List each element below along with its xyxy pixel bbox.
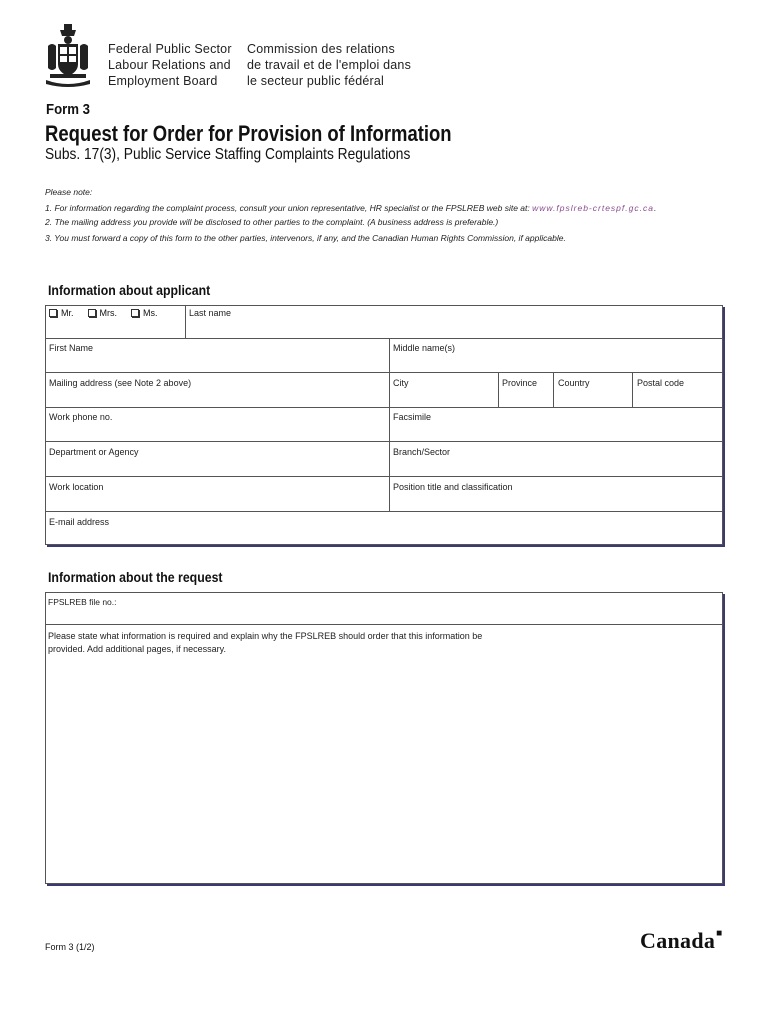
org-name-en: [108, 41, 232, 89]
request-info-box: [45, 592, 723, 884]
checkbox-icon: [49, 309, 57, 317]
canada-wordmark-text: Canada: [640, 928, 716, 953]
branch-sector-field[interactable]: Branch/Sector: [393, 447, 451, 457]
request-instructions-line-2: provided. Add additional pages, if necessary.: [48, 644, 226, 654]
request-instructions-line-1: Please state what information is required and explain why the FPSLREB should order that this information be: [48, 631, 483, 641]
checkbox-icon: [88, 309, 96, 317]
org-en-line-3: Employment Board: [108, 74, 218, 88]
salutation-mr-label: Mr.: [61, 308, 74, 318]
salutation-ms-checkbox[interactable]: [131, 308, 158, 318]
salutation-ms-label: Ms.: [143, 308, 158, 318]
city-field[interactable]: City: [393, 378, 409, 388]
flag-icon: ■: [716, 928, 723, 939]
work-location-field[interactable]: Work location: [49, 482, 104, 492]
note-1-text: 1. For information regarding the complaint process, consult your union representative, HR specialist or the FPSLREB web site at:: [45, 203, 533, 213]
middle-names-field[interactable]: Middle name(s): [393, 343, 456, 353]
salutation-mr-checkbox[interactable]: [49, 308, 74, 318]
canada-wordmark: [640, 928, 723, 954]
org-fr-line-1: Commission des relations: [247, 42, 395, 56]
form-number: Form 3: [46, 101, 91, 118]
first-name-field[interactable]: First Name: [49, 343, 94, 353]
applicant-section-title: Information about applicant: [48, 282, 211, 298]
page-number: Form 3 (1/2): [45, 942, 95, 952]
coat-of-arms-icon: [44, 24, 92, 88]
request-details-textarea[interactable]: [48, 659, 720, 881]
mailing-address-field[interactable]: Mailing address (see Note 2 above): [49, 378, 192, 388]
checkbox-icon: [131, 309, 139, 317]
org-fr-line-2: de travail et de l'emploi dans: [247, 58, 412, 72]
department-field[interactable]: Department or Agency: [49, 447, 139, 457]
org-name-fr: [247, 41, 411, 89]
form-title: Request for Order for Provision of Information: [45, 121, 452, 146]
position-title-field[interactable]: Position title and classification: [393, 482, 513, 492]
note-1-suffix: .: [653, 203, 657, 213]
email-field[interactable]: E-mail address: [49, 517, 110, 527]
notes-label: Please note:: [45, 187, 93, 197]
work-phone-field[interactable]: Work phone no.: [49, 412, 113, 422]
salutation-mrs-label: Mrs.: [99, 308, 117, 318]
province-field[interactable]: Province: [502, 378, 538, 388]
note-1: [45, 203, 656, 213]
org-en-line-1: Federal Public Sector: [108, 42, 232, 56]
note-2: 2. The mailing address you provide will be disclosed to other parties to the complaint. (A business address is preferable.): [45, 217, 499, 227]
form-subtitle: Subs. 17(3), Public Service Staffing Complaints Regulations: [45, 146, 411, 163]
file-number-field[interactable]: FPSLREB file no.:: [48, 597, 117, 607]
salutation-group: [49, 308, 158, 318]
salutation-mrs-checkbox[interactable]: [88, 308, 118, 318]
org-fr-line-3: le secteur public fédéral: [247, 74, 385, 88]
fpslreb-website-link[interactable]: www.fpslreb-crtespf.gc.ca: [532, 203, 654, 213]
note-3: 3. You must forward a copy of this form to the other parties, intervenors, if any, and the Canadian Human Rights Commission, if applicable.: [45, 233, 566, 243]
applicant-info-box: [45, 305, 723, 545]
facsimile-field[interactable]: Facsimile: [393, 412, 432, 422]
country-field[interactable]: Country: [558, 378, 590, 388]
last-name-field[interactable]: Last name: [189, 308, 232, 318]
org-en-line-2: Labour Relations and: [108, 58, 231, 72]
request-section-title: Information about the request: [48, 569, 223, 585]
postal-code-field[interactable]: Postal code: [637, 378, 685, 388]
